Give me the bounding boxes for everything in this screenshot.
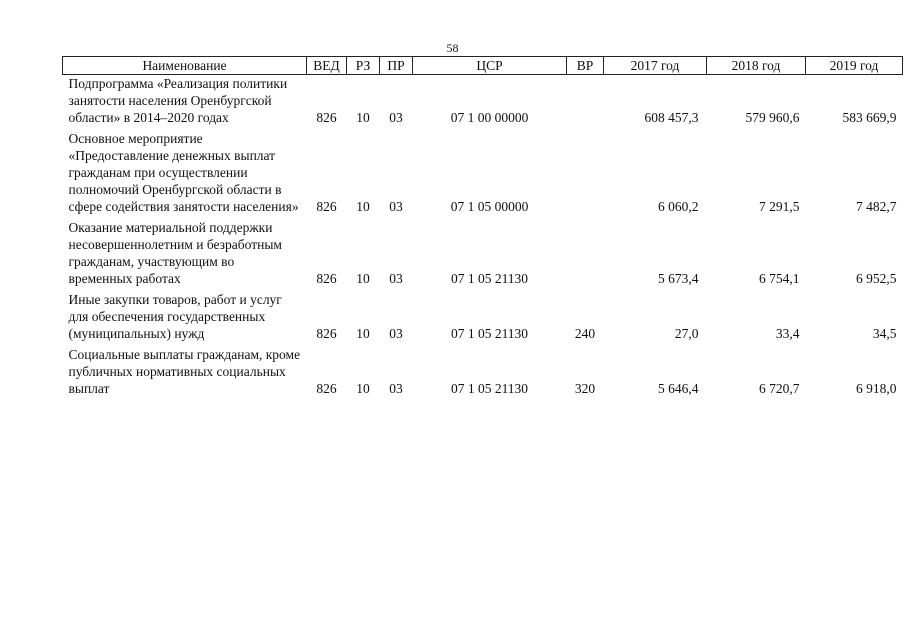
- table-row: [63, 219, 903, 291]
- header-ved: ВЕД: [307, 57, 347, 75]
- row-rz: 10: [356, 271, 370, 286]
- row-name: Иные закупки товаров, работ и услуг для обеспечения государственных (муниципальных) нужд: [68, 292, 282, 341]
- row-2018: 6 720,7: [759, 381, 800, 396]
- row-vr: [567, 75, 604, 131]
- row-2017: 27,0: [674, 326, 699, 341]
- row-rz: 10: [356, 199, 370, 214]
- row-2017: 5 673,4: [658, 271, 699, 286]
- row-2019: 7 482,7: [856, 199, 897, 214]
- table-header: [63, 57, 903, 75]
- row-name: Оказание материальной поддержки несовершеннолетним и безработным гражданам, участвующим во временных работах: [68, 220, 282, 286]
- row-2017: 5 646,4: [658, 381, 699, 396]
- row-2018: 33,4: [775, 326, 800, 341]
- row-vr: 320: [574, 381, 596, 396]
- row-pr: 03: [389, 199, 403, 214]
- row-pr: 03: [389, 326, 403, 341]
- row-name: Основное мероприятие «Предоставление денежных выплат гражданам при осуществлении полномочий Оренбургской области в сфере содействия занятости населения»: [68, 131, 299, 214]
- row-ved: 826: [316, 326, 337, 341]
- header-pr: ПР: [380, 57, 413, 75]
- table-row: [63, 291, 903, 346]
- row-pr: 03: [389, 271, 403, 286]
- row-ved: 826: [316, 381, 337, 396]
- header-vr: ВР: [567, 57, 604, 75]
- table-row: [63, 130, 903, 219]
- page-number: 58: [446, 41, 459, 55]
- row-vr: [567, 219, 604, 291]
- header-row: [63, 57, 903, 75]
- row-2017: 6 060,2: [658, 199, 699, 214]
- table-row: [63, 346, 903, 401]
- row-ved: 826: [316, 199, 337, 214]
- row-csr: 07 1 05 21130: [450, 381, 529, 396]
- row-pr: 03: [389, 381, 403, 396]
- row-csr: 07 1 05 00000: [450, 199, 529, 214]
- row-pr: 03: [389, 110, 403, 125]
- row-2017: 608 457,3: [644, 110, 699, 125]
- row-name: Подпрограмма «Реализация политики занятости населения Оренбургской области» в 2014–2020 годах: [68, 76, 288, 125]
- row-rz: 10: [356, 326, 370, 341]
- row-2019: 583 669,9: [842, 110, 897, 125]
- row-csr: 07 1 05 21130: [450, 271, 529, 286]
- row-name: Социальные выплаты гражданам, кроме публичных нормативных социальных выплат: [68, 347, 301, 396]
- row-2018: 7 291,5: [759, 199, 800, 214]
- table-row: [63, 75, 903, 131]
- row-rz: 10: [356, 381, 370, 396]
- budget-table: [62, 56, 903, 401]
- header-rz: РЗ: [347, 57, 380, 75]
- row-csr: 07 1 00 00000: [450, 110, 529, 125]
- row-2018: 579 960,6: [745, 110, 800, 125]
- header-2017: 2017 год: [604, 57, 707, 75]
- row-csr: 07 1 05 21130: [450, 326, 529, 341]
- row-ved: 826: [316, 271, 337, 286]
- row-vr: 240: [574, 326, 596, 341]
- table-body: [63, 75, 903, 402]
- row-2019: 6 918,0: [856, 381, 897, 396]
- row-ved: 826: [316, 110, 337, 125]
- row-2018: 6 754,1: [759, 271, 800, 286]
- row-2019: 6 952,5: [856, 271, 897, 286]
- row-rz: 10: [356, 110, 370, 125]
- header-2019: 2019 год: [806, 57, 903, 75]
- row-vr: [567, 130, 604, 219]
- header-name: Наименование: [63, 57, 307, 75]
- header-2018: 2018 год: [707, 57, 806, 75]
- row-2019: 34,5: [872, 326, 897, 341]
- header-csr: ЦСР: [413, 57, 567, 75]
